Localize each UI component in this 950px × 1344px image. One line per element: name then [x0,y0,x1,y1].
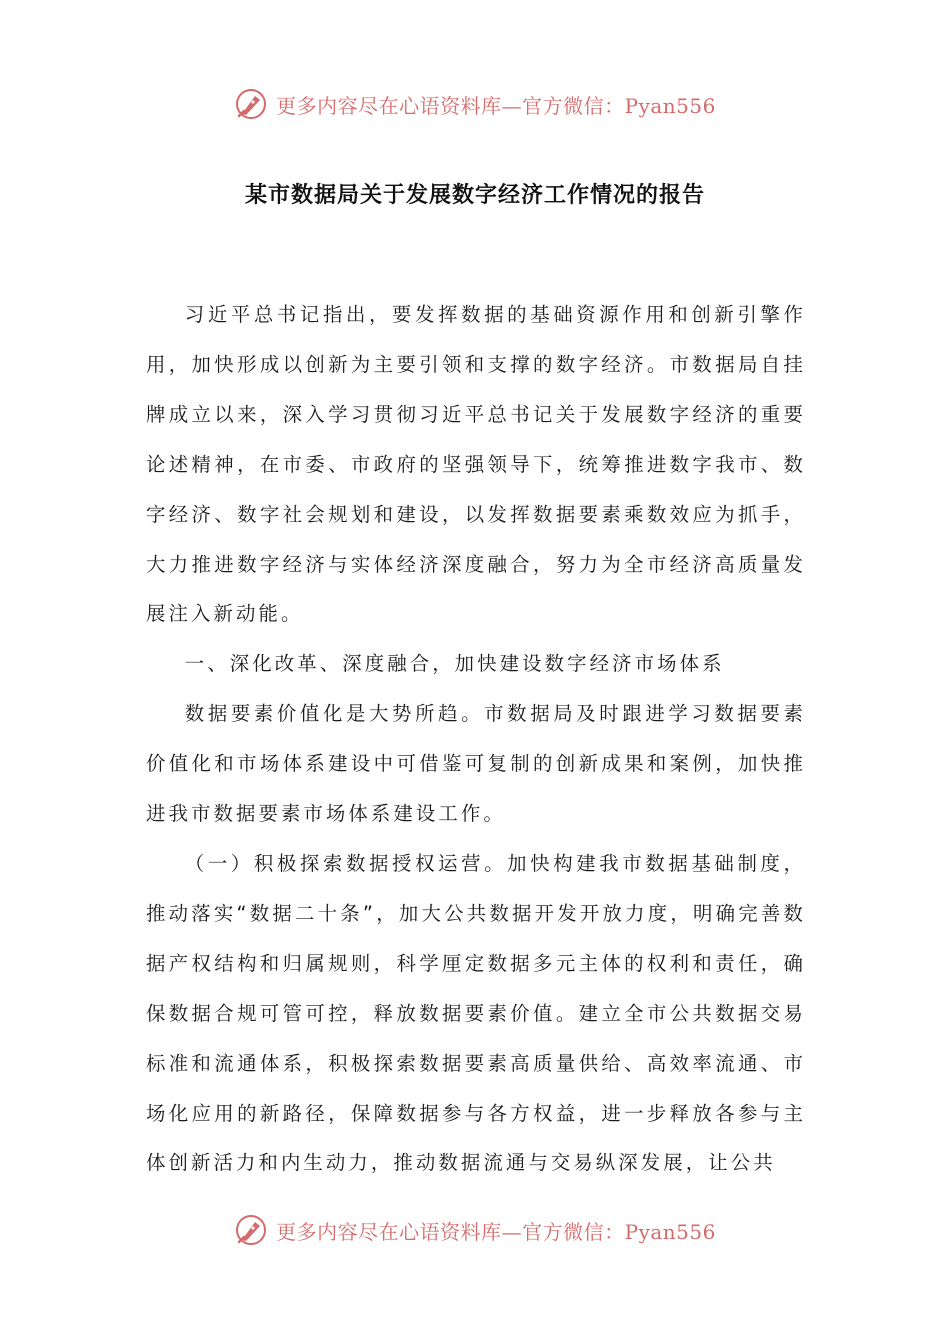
document-body [146,290,806,1188]
paragraph: （一）积极探索数据授权运营。加快构建我市数据基础制度，推动落实“数据二十条”，加大公共数据开发开放力度，明确完善数据产权结构和归属规则，科学厘定数据多元主体的权利和责任，确保数据合规可管可控，释放数据要素价值。建立全市公共数据交易标准和流通体系，积极探索数据要素高质量供给、高效率流通、市场化应用的新路径，保障数据参与各方权益，进一步释放各参与主体创新活力和内生动力，推动数据流通与交易纵深发展，让公共 [146,851,806,1175]
paragraph: 数据要素价值化是大势所趋。市数据局及时跟进学习数据要素价值化和市场体系建设中可借鉴可复制的创新成果和案例，加快推进我市数据要素市场体系建设工作。 [146,702,806,826]
pen-nib-circle-logo-icon [234,1213,268,1247]
paragraph: 习近平总书记指出，要发挥数据的基础资源作用和创新引擎作用，加快形成以创新为主要引领和支撑的数字经济。市数据局自挂牌成立以来，深入学习贯彻习近平总书记关于发展数字经济的重要论述精神，在市委、市政府的坚强领导下，统筹推进数字我市、数字经济、数字社会规划和建设，以发挥数据要素乘数效应为抓手，大力推进数字经济与实体经济深度融合，努力为全市经济高质量发展注入新动能。 [146,303,806,626]
section-heading: 一、深化改革、深度融合，加快建设数字经济市场体系 [184,652,725,676]
watermark-banner-bottom [0,1210,950,1250]
watermark-banner-top [0,84,950,124]
watermark-text: 更多内容尽在心语资料库—官方微信：Pyan556 [276,93,716,118]
watermark-text: 更多内容尽在心语资料库—官方微信：Pyan556 [276,1219,716,1244]
document-title: 某市数据局关于发展数字经济工作情况的报告 [244,183,705,208]
pen-nib-circle-logo-icon [234,87,268,121]
